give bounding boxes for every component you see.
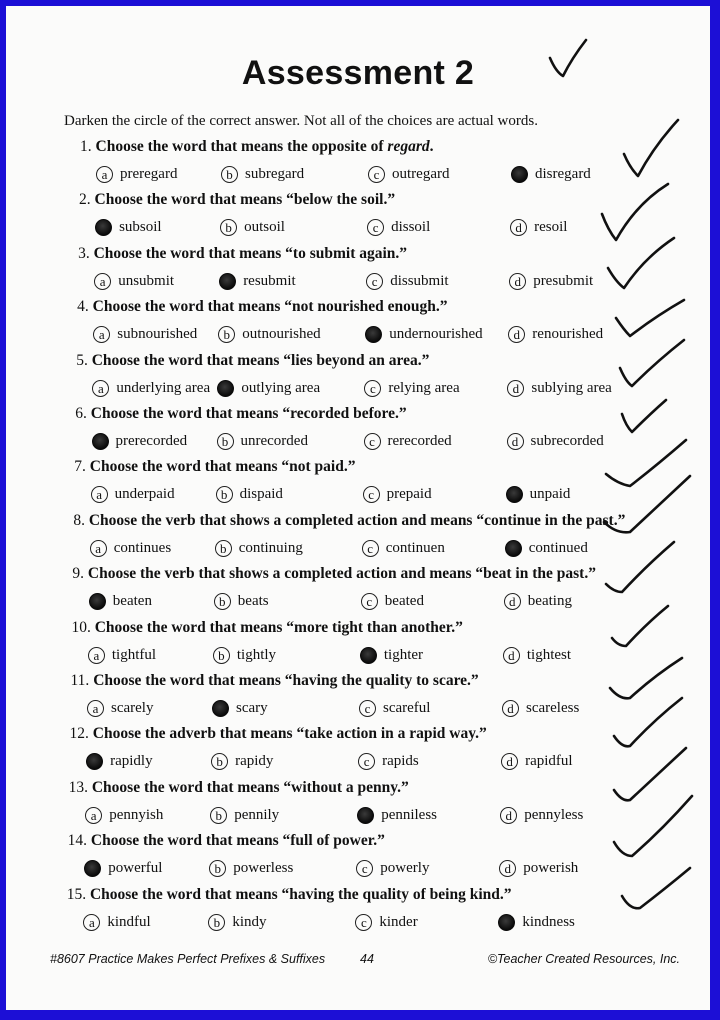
answer-choice-b[interactable] [208, 914, 266, 936]
question-text [70, 725, 487, 743]
answer-choice-c[interactable] [359, 700, 430, 722]
question-item [6, 565, 710, 617]
answer-choice-b[interactable] [217, 433, 308, 455]
choice-label: presubmit [533, 272, 594, 289]
worksheet-page [6, 6, 710, 1010]
question-number: 8. [73, 511, 85, 529]
question-text [78, 245, 407, 263]
question-text [71, 672, 479, 690]
answer-bubble[interactable]: c [364, 380, 381, 397]
answer-choice-d[interactable] [504, 593, 572, 615]
filled-answer-bubble[interactable] [86, 753, 103, 770]
answer-choice-c[interactable] [357, 807, 437, 829]
answer-choices [6, 166, 710, 188]
question-text [74, 458, 355, 476]
answer-bubble[interactable]: b [217, 433, 234, 450]
choice-label: continuen [385, 539, 445, 556]
answer-choice-a[interactable] [91, 486, 175, 508]
filled-answer-bubble[interactable] [219, 273, 236, 290]
choice-label: continued [528, 539, 588, 556]
answer-choice-d[interactable] [503, 647, 571, 669]
answer-choice-b[interactable] [216, 486, 283, 508]
answer-choice-b[interactable] [210, 807, 279, 829]
answer-choice-d[interactable] [510, 219, 567, 241]
answer-bubble[interactable]: d [500, 807, 517, 824]
filled-answer-bubble[interactable] [511, 166, 528, 183]
choice-label: beated [384, 593, 424, 610]
answer-bubble[interactable]: a [88, 647, 105, 664]
question-prompt: Choose the word that means “without a penny.” [91, 778, 409, 796]
answer-choice-d[interactable] [511, 166, 591, 188]
choice-label: tightly [236, 646, 277, 663]
answer-bubble[interactable]: c [356, 860, 373, 877]
choice-label: resoil [534, 219, 568, 236]
choice-label: scarely [111, 700, 154, 717]
answer-choices [6, 914, 710, 936]
choice-label: continues [113, 539, 172, 556]
answer-choice-c[interactable] [364, 380, 459, 402]
answer-choice-b[interactable] [212, 700, 268, 722]
choice-label: scareful [383, 700, 431, 717]
choice-label: scareless [526, 700, 580, 717]
choice-label: subsoil [119, 219, 162, 236]
answer-choice-b[interactable] [217, 380, 320, 402]
question-item [6, 886, 710, 938]
answer-choice-d[interactable] [509, 273, 593, 295]
answer-choice-c[interactable] [362, 540, 445, 562]
answer-bubble[interactable]: a [92, 380, 109, 397]
filled-answer-bubble[interactable] [92, 433, 109, 450]
question-prompt: Choose the verb that shows a completed action and means “beat in the past.” [87, 565, 596, 583]
answer-bubble[interactable]: c [358, 753, 375, 770]
question-item [6, 832, 710, 884]
answer-choices [6, 486, 710, 508]
choice-label: renourished [532, 326, 604, 343]
question-item [6, 672, 710, 724]
answer-choice-b[interactable] [218, 326, 320, 348]
answer-choice-a[interactable] [86, 753, 153, 775]
question-number: 7. [74, 458, 86, 476]
answer-bubble[interactable]: d [504, 593, 521, 610]
choice-label: subnourished [117, 326, 198, 343]
answer-choice-d[interactable] [501, 753, 572, 775]
answer-choice-a[interactable] [83, 914, 150, 936]
answer-choice-a[interactable] [95, 219, 162, 241]
answer-choice-d[interactable] [506, 486, 571, 508]
question-number: 12. [69, 725, 89, 743]
answer-choice-b[interactable] [219, 273, 296, 295]
question-text [79, 191, 395, 209]
choice-label: penniless [381, 806, 438, 823]
answer-choice-b[interactable] [221, 166, 304, 188]
choice-label: rapidly [110, 753, 153, 770]
question-number: 5. [76, 351, 88, 369]
answer-choice-b[interactable] [211, 753, 273, 775]
choice-label: tighter [383, 646, 424, 663]
answer-bubble[interactable]: a [85, 807, 102, 824]
answer-choice-c[interactable] [363, 486, 432, 508]
answer-choices [6, 540, 710, 562]
question-number: 10. [71, 618, 91, 636]
answer-bubble[interactable]: d [509, 273, 526, 290]
question-item [6, 725, 710, 777]
choice-label: sublying area [531, 379, 612, 396]
question-text [72, 565, 596, 583]
answer-choice-b[interactable] [209, 860, 293, 882]
question-item [6, 138, 710, 190]
choice-label: subregard [245, 166, 305, 183]
choice-label: unpaid [529, 486, 571, 503]
answer-choice-b[interactable] [214, 593, 269, 615]
choice-label: prepaid [386, 486, 432, 503]
answer-bubble[interactable]: a [87, 700, 104, 717]
answer-bubble[interactable]: c [355, 914, 372, 931]
question-number: 14. [67, 832, 88, 850]
answer-choice-c[interactable] [356, 860, 429, 882]
answer-bubble[interactable]: a [83, 914, 100, 931]
question-number: 3. [78, 244, 90, 262]
choice-label: pennily [234, 806, 280, 823]
answer-bubble[interactable]: c [364, 433, 381, 450]
choice-label: tightest [526, 646, 572, 663]
choice-label: kindy [232, 913, 267, 930]
choice-label: beating [527, 593, 572, 610]
answer-choice-d[interactable] [505, 540, 588, 562]
choice-label: underlying area [116, 379, 211, 396]
answer-bubble[interactable]: b [210, 807, 227, 824]
answer-choices [6, 860, 710, 882]
question-text [80, 138, 434, 156]
question-prompt: Choose the word that means the opposite of regard. [95, 138, 434, 155]
answer-choices [6, 647, 710, 669]
question-number: 15. [66, 885, 87, 903]
choice-label: disregard [535, 166, 591, 183]
answer-choice-c[interactable] [365, 326, 482, 348]
footer-publisher: ©Teacher Created Resources, Inc. [487, 952, 680, 966]
question-item [6, 352, 710, 404]
answer-choice-a[interactable] [92, 380, 210, 402]
answer-bubble[interactable]: d [503, 647, 520, 664]
choice-label: subrecorded [530, 433, 604, 450]
choice-label: dissoil [391, 219, 431, 236]
answer-choices [6, 273, 710, 295]
question-item [6, 458, 710, 510]
filled-answer-bubble[interactable] [89, 593, 106, 610]
question-text [76, 352, 429, 370]
answer-bubble[interactable]: a [96, 166, 113, 183]
answer-choice-c[interactable] [360, 647, 423, 669]
answer-choice-d[interactable] [500, 807, 583, 829]
filled-answer-bubble[interactable] [365, 326, 382, 343]
question-item [6, 245, 710, 297]
answer-bubble[interactable]: b [208, 914, 225, 931]
answer-bubble[interactable]: b [215, 540, 232, 557]
answer-choice-a[interactable] [88, 647, 156, 669]
question-prompt: Choose the word that means “having the quality to scare.” [93, 672, 479, 689]
choice-label: rapidful [525, 753, 573, 770]
question-text [69, 779, 409, 797]
answer-choices [6, 380, 710, 402]
question-prompt: Choose the word that means “to submit again.” [93, 244, 408, 262]
answer-choice-c[interactable] [364, 433, 452, 455]
answer-choice-d[interactable] [499, 860, 578, 882]
question-prompt: Choose the verb that shows a completed action and means “continue in the past.” [88, 511, 626, 529]
question-number: 1. [80, 138, 92, 155]
answer-bubble[interactable]: c [359, 700, 376, 717]
question-prompt: Choose the word that means “lies beyond an area.” [91, 351, 430, 369]
answer-bubble[interactable]: b [211, 753, 228, 770]
answer-bubble[interactable]: a [91, 486, 108, 503]
answer-choice-a[interactable] [87, 700, 153, 722]
question-item [6, 191, 710, 243]
question-item [6, 619, 710, 671]
answer-bubble[interactable]: c [368, 166, 385, 183]
answer-choice-a[interactable] [93, 326, 197, 348]
answer-choice-d[interactable] [508, 326, 603, 348]
page-footer [6, 952, 710, 972]
choice-label: scary [236, 700, 268, 717]
answer-choice-a[interactable] [96, 166, 177, 188]
choice-label: continuing [238, 539, 303, 556]
choice-label: powerish [523, 860, 579, 877]
question-item [6, 512, 710, 564]
answer-bubble[interactable]: d [502, 700, 519, 717]
answer-choice-d[interactable] [502, 700, 579, 722]
choice-label: dissubmit [390, 272, 449, 289]
question-item [6, 779, 710, 831]
answer-bubble[interactable]: b [216, 486, 233, 503]
choice-label: rapidy [235, 753, 274, 770]
answer-choice-d[interactable] [507, 380, 611, 402]
question-text [77, 298, 447, 316]
choice-label: outsoil [244, 219, 285, 236]
choice-label: underpaid [114, 486, 175, 503]
answer-choice-b[interactable] [220, 219, 285, 241]
answer-choice-a[interactable] [90, 540, 172, 562]
choice-label: preregard [120, 166, 178, 183]
question-number: 2. [79, 191, 91, 209]
choice-label: unrecorded [240, 433, 308, 450]
question-number: 13. [68, 778, 88, 796]
answer-choice-a[interactable] [89, 593, 152, 615]
answer-bubble[interactable]: b [221, 166, 238, 183]
choice-label: outregard [392, 166, 450, 183]
filled-answer-bubble[interactable] [360, 647, 377, 664]
question-text [67, 886, 512, 904]
filled-answer-bubble[interactable] [95, 219, 112, 236]
question-text [71, 619, 462, 637]
filled-answer-bubble[interactable] [505, 540, 522, 557]
answer-choices [6, 753, 710, 775]
question-prompt: Choose the word that means “below the soil.” [94, 191, 396, 209]
question-number: 4. [77, 298, 89, 316]
question-number: 9. [72, 565, 85, 583]
answer-bubble[interactable]: d [507, 380, 524, 397]
answer-choice-a[interactable] [85, 807, 163, 829]
answer-choices [6, 326, 710, 348]
question-prompt: Choose the word that means “having the quality of being kind.” [89, 885, 512, 903]
choice-label: beaten [112, 593, 152, 610]
footer-page-number: 44 [360, 952, 374, 966]
filled-answer-bubble[interactable] [498, 914, 515, 931]
answer-bubble[interactable]: d [508, 326, 525, 343]
answer-bubble[interactable]: c [366, 273, 383, 290]
question-number: 6. [75, 405, 87, 422]
question-text [75, 405, 406, 423]
choice-label: rapids [382, 753, 419, 770]
filled-answer-bubble[interactable] [506, 486, 523, 503]
answer-bubble[interactable]: d [507, 433, 524, 450]
question-prompt: Choose the word that means “full of power.” [90, 832, 385, 850]
choice-label: unsubmit [118, 272, 175, 289]
question-prompt: Choose the word that means “more tight than another.” [94, 618, 463, 636]
answer-bubble[interactable]: a [94, 273, 111, 290]
question-prompt: Choose the word that means “not nourished enough.” [92, 298, 448, 316]
answer-choice-a[interactable] [84, 860, 162, 882]
answer-choice-c[interactable] [366, 273, 448, 295]
question-item [6, 298, 710, 350]
choice-label: beats [237, 593, 269, 610]
choice-label: undernourished [389, 326, 483, 343]
answer-bubble[interactable]: c [362, 540, 379, 557]
choice-label: kinder [379, 913, 418, 930]
choice-label: pennyish [109, 806, 164, 823]
answer-choice-c[interactable] [368, 166, 449, 188]
choice-label: relying area [388, 379, 460, 396]
answer-bubble[interactable]: a [90, 540, 107, 557]
answer-bubble[interactable]: d [501, 753, 518, 770]
filled-answer-bubble[interactable] [217, 380, 234, 397]
question-prompt: Choose the adverb that means “take action in a rapid way.” [92, 725, 487, 743]
answer-choices [6, 700, 710, 722]
filled-answer-bubble[interactable] [84, 860, 101, 877]
question-item [6, 405, 710, 457]
answer-choice-d[interactable] [498, 914, 575, 936]
choice-label: resubmit [243, 272, 296, 289]
answer-bubble[interactable]: d [499, 860, 516, 877]
choice-label: pennyless [524, 806, 584, 823]
choice-label: kindful [107, 913, 151, 930]
page-title: Assessment 2 [241, 54, 475, 92]
emphasized-word: regard [387, 138, 430, 155]
answer-choices [6, 433, 710, 455]
answer-bubble[interactable]: c [361, 593, 378, 610]
instructions: Darken the circle of the correct answer. Not all of the choices are actual words. [64, 113, 538, 129]
answer-choice-c[interactable] [358, 753, 419, 775]
choice-label: powerless [233, 860, 294, 877]
answer-choice-b[interactable] [215, 540, 303, 562]
choice-label: tightful [111, 646, 157, 663]
choice-label: outnourished [242, 326, 321, 343]
question-prompt: Choose the word that means “not paid.” [89, 458, 356, 476]
choice-label: dispaid [239, 486, 283, 503]
question-text [73, 512, 625, 530]
answer-choices [6, 219, 710, 241]
filled-answer-bubble[interactable] [212, 700, 229, 717]
choice-label: outlying area [241, 379, 321, 396]
answer-bubble[interactable]: a [93, 326, 110, 343]
choice-label: prerecorded [115, 433, 188, 450]
answer-choice-c[interactable] [367, 219, 430, 241]
answer-choices [6, 593, 710, 615]
question-text [68, 832, 385, 850]
answer-bubble[interactable]: c [367, 219, 384, 236]
choice-label: kindness [522, 913, 575, 930]
question-number: 11. [70, 672, 90, 689]
answer-choice-a[interactable] [92, 433, 188, 455]
answer-bubble[interactable]: b [220, 219, 237, 236]
answer-choices [6, 807, 710, 829]
answer-bubble[interactable]: b [218, 326, 235, 343]
answer-bubble[interactable]: c [363, 486, 380, 503]
filled-answer-bubble[interactable] [357, 807, 374, 824]
answer-choice-a[interactable] [94, 273, 174, 295]
choice-label: powerly [380, 860, 430, 877]
answer-bubble[interactable]: b [209, 860, 226, 877]
answer-choice-b[interactable] [213, 647, 276, 669]
answer-choice-c[interactable] [361, 593, 424, 615]
answer-bubble[interactable]: b [213, 647, 230, 664]
footer-book-title: #8607 Practice Makes Perfect Prefixes & Suffixes [50, 952, 326, 966]
choice-label: powerful [108, 860, 163, 877]
answer-choice-d[interactable] [507, 433, 604, 455]
answer-bubble[interactable]: b [214, 593, 231, 610]
question-prompt: Choose the word that means “recorded before.” [90, 405, 407, 422]
answer-bubble[interactable]: d [510, 219, 527, 236]
answer-choice-c[interactable] [355, 914, 417, 936]
choice-label: rerecorded [387, 433, 452, 450]
